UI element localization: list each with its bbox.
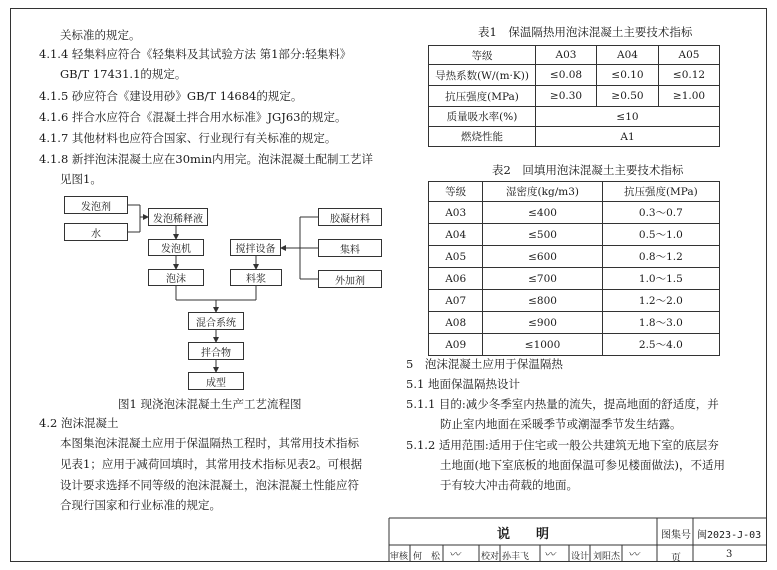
table2-cell: A06 bbox=[429, 268, 483, 290]
proofer-name: 孙丰飞 bbox=[502, 552, 530, 562]
table1-cell: ≥0.50 bbox=[597, 86, 659, 107]
para-line-3: 设计要求选择不同等级的泡沫混凝土，泡沫混凝土性能应符 bbox=[60, 478, 359, 492]
table1-cell: 导热系数(W/(m·K)) bbox=[429, 65, 536, 86]
flow-slurry: 料浆 bbox=[230, 269, 282, 286]
table1-cell: ≥1.00 bbox=[658, 86, 719, 107]
para-line-2: 见表1；应用于减荷回填时，其常用技术指标见表2。可根据 bbox=[60, 457, 363, 471]
table1-header-a05: A05 bbox=[658, 46, 719, 65]
table1-cell: 抗压强度(MPa) bbox=[429, 86, 536, 107]
clause-5-1-2-cont2: 于有较大冲击荷载的地面。 bbox=[440, 478, 578, 492]
table2-cell: ≤700 bbox=[483, 268, 602, 290]
flow-admixture: 外加剂 bbox=[318, 270, 382, 288]
table2-cell: 0.3～0.7 bbox=[602, 202, 719, 224]
table2-cell: ≤600 bbox=[483, 246, 602, 268]
clause-4-1-6: 4.1.6 拌合水应符合《混凝土拌合用水标准》JGJ63的规定。 bbox=[39, 110, 347, 124]
table2-header-strength: 抗压强度(MPa) bbox=[602, 182, 719, 202]
section-4-2: 4.2 泡沫混凝土 bbox=[39, 416, 119, 430]
table1-header-a04: A04 bbox=[597, 46, 659, 65]
table1-header-grade: 等级 bbox=[429, 46, 536, 65]
section-5-1: 5.1 地面保温隔热设计 bbox=[406, 377, 520, 391]
design-label: 设计 bbox=[571, 552, 590, 562]
clause-5-1-1-cont: 防止室内地面在采暖季节或潮湿季节发生结露。 bbox=[440, 417, 682, 431]
flow-foamer: 发泡机 bbox=[148, 239, 204, 256]
table1-cell: 质量吸水率(%) bbox=[429, 107, 536, 127]
table2-header-grade: 等级 bbox=[429, 182, 483, 202]
designer-name: 刘阳杰 bbox=[593, 552, 621, 562]
flow-water: 水 bbox=[64, 223, 128, 241]
table2-cell: A04 bbox=[429, 224, 483, 246]
para-line-4: 合现行国家和行业标准的规定。 bbox=[60, 498, 221, 512]
table2-cell: 0.5～1.0 bbox=[602, 224, 719, 246]
flow-cement: 胶凝材料 bbox=[318, 208, 382, 226]
flow-mixing-system: 混合系统 bbox=[188, 312, 244, 330]
table1-cell: ≤0.10 bbox=[597, 65, 659, 86]
table2-cell: ≤800 bbox=[483, 290, 602, 312]
flow-diluent: 发泡稀释液 bbox=[148, 208, 208, 226]
table2-cell: 0.8～1.2 bbox=[602, 246, 719, 268]
table2-cell: 2.5～4.0 bbox=[602, 334, 719, 356]
section-5: 5 泡沫混凝土应用于保温隔热 bbox=[406, 357, 563, 371]
designer-signature: 〰 bbox=[628, 548, 639, 561]
table2-cell: A05 bbox=[429, 246, 483, 268]
table1-title: 表1 保温隔热用泡沫混凝土主要技术指标 bbox=[478, 25, 693, 39]
proof-label: 校对 bbox=[481, 552, 500, 562]
flow-foam: 泡沫 bbox=[148, 269, 204, 286]
reviewer-signature: 〰 bbox=[449, 548, 460, 561]
clause-4-1-4-cont: GB/T 17431.1的规定。 bbox=[60, 67, 187, 81]
clause-5-1-2-cont: 土地面(地下室底板的地面保温可参见楼面做法)，不适用 bbox=[440, 458, 725, 472]
table2-cell: A08 bbox=[429, 312, 483, 334]
table2-cell: 1.8～3.0 bbox=[602, 312, 719, 334]
table2-cell: A07 bbox=[429, 290, 483, 312]
table2-cell: 1.0～1.5 bbox=[602, 268, 719, 290]
table2-cell: ≤900 bbox=[483, 312, 602, 334]
atlas-label: 图集号 bbox=[661, 530, 691, 541]
clause-5-1-2: 5.1.2 适用范围:适用于住宅或一般公共建筑无地下室的底层夯 bbox=[406, 438, 719, 452]
review-label: 审核 bbox=[390, 552, 409, 562]
clause-4-1-8-cont: 见图1。 bbox=[60, 172, 102, 186]
table2-cell: A03 bbox=[429, 202, 483, 224]
table1-cell: ≤0.12 bbox=[658, 65, 719, 86]
table2-cell: ≤1000 bbox=[483, 334, 602, 356]
table2-cell: ≤400 bbox=[483, 202, 602, 224]
table1-cell: 燃烧性能 bbox=[429, 127, 536, 147]
para-line-1: 本图集泡沫混凝土应用于保温隔热工程时，其常用技术指标 bbox=[60, 436, 359, 450]
table2-title: 表2 回填用泡沫混凝土主要技术指标 bbox=[492, 163, 684, 177]
table1-cell: ≤10 bbox=[536, 107, 720, 127]
atlas-number: 闽2023-J-03 bbox=[697, 530, 762, 541]
flow-aggregate: 集料 bbox=[318, 239, 382, 257]
page-label: 页 bbox=[671, 553, 681, 564]
clause-4-1-4: 4.1.4 轻集料应符合《轻集料及其试验方法 第1部分:轻集料》 bbox=[39, 47, 352, 61]
text-line-standard: 关标准的规定。 bbox=[60, 28, 141, 42]
table1-cell: A1 bbox=[536, 127, 720, 147]
table2-header-density: 湿密度(kg/m3) bbox=[483, 182, 602, 202]
clause-5-1-1: 5.1.1 目的:减少冬季室内热量的流失，提高地面的舒适度，并 bbox=[406, 397, 719, 411]
flow-foaming-agent: 发泡剂 bbox=[64, 196, 128, 214]
table1-cell: ≥0.30 bbox=[536, 86, 597, 107]
table2-cell: 1.2～2.0 bbox=[602, 290, 719, 312]
clause-4-1-5: 4.1.5 砂应符合《建设用砂》GB/T 14684的规定。 bbox=[39, 89, 303, 103]
proofer-signature: 〰 bbox=[544, 548, 555, 561]
titleblock-title: 说 明 bbox=[497, 527, 550, 542]
table2-cell: A09 bbox=[429, 334, 483, 356]
page-number: 3 bbox=[726, 549, 733, 560]
clause-4-1-7: 4.1.7 其他材料也应符合国家、行业现行有关标准的规定。 bbox=[39, 131, 337, 145]
flow-mixer: 搅拌设备 bbox=[230, 239, 281, 256]
clause-4-1-8: 4.1.8 新拌泡沫混凝土应在30min内用完。泡沫混凝土配制工艺详 bbox=[39, 152, 374, 166]
reviewer-name: 何 松 bbox=[413, 552, 441, 562]
flow-forming: 成型 bbox=[188, 372, 244, 390]
table1-cell: ≤0.08 bbox=[536, 65, 597, 86]
figure-caption: 图1 现浇泡沫混凝土生产工艺流程图 bbox=[118, 397, 302, 411]
table2-cell: ≤500 bbox=[483, 224, 602, 246]
table1-header-a03: A03 bbox=[536, 46, 597, 65]
flow-blend: 拌合物 bbox=[188, 342, 244, 360]
